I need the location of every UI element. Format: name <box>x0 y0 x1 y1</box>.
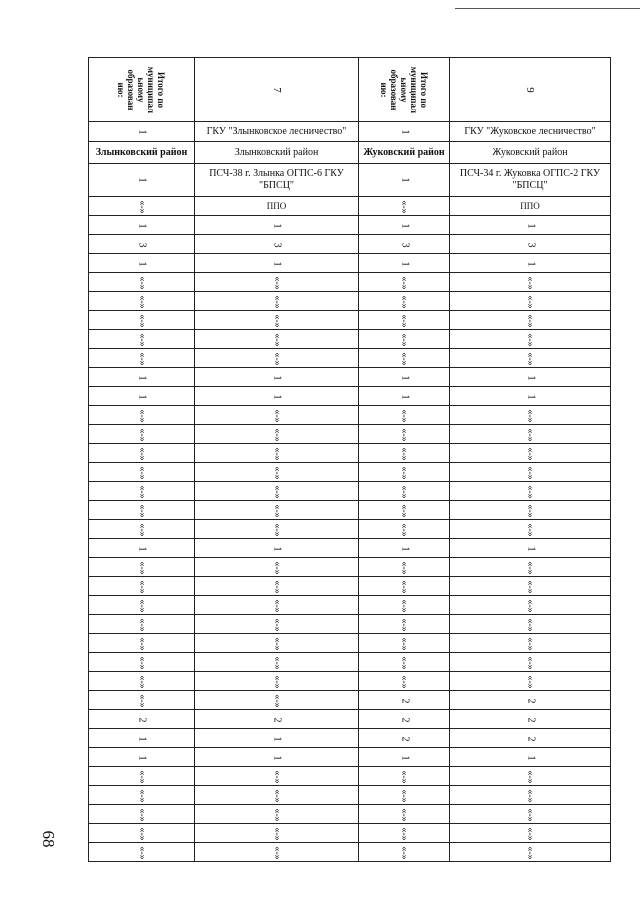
table-cell: «-» <box>89 577 195 596</box>
table-row <box>89 311 611 330</box>
table-row <box>89 672 611 691</box>
table-cell: «-» <box>89 805 195 824</box>
table-cell: «-» <box>359 596 450 615</box>
table-cell: «-» <box>195 634 359 653</box>
table-cell: «-» <box>89 463 195 482</box>
table-cell: «-» <box>89 330 195 349</box>
top-rule <box>455 8 640 9</box>
table-cell: «-» <box>195 501 359 520</box>
header-col-7: 7 <box>195 58 359 122</box>
table-row <box>89 596 611 615</box>
table-row <box>89 330 611 349</box>
table-cell: 1 <box>89 539 195 558</box>
department-total-left: 1 <box>89 122 195 142</box>
unit-total-right: 1 <box>359 164 450 197</box>
district-row <box>89 142 611 164</box>
table-cell: 1 <box>195 216 359 235</box>
table-row <box>89 748 611 767</box>
district-left-bold: Злынковский район <box>89 142 195 164</box>
table-cell: «-» <box>89 843 195 862</box>
table-cell: «-» <box>359 634 450 653</box>
table-cell: «-» <box>359 672 450 691</box>
header-col-9: 9 <box>450 58 611 122</box>
table-cell: 1 <box>89 387 195 406</box>
table-cell: 2 <box>450 710 611 729</box>
table-cell: «-» <box>195 596 359 615</box>
department-row <box>89 122 611 142</box>
table-row <box>89 368 611 387</box>
table-cell: «-» <box>450 349 611 368</box>
table-cell: «-» <box>359 482 450 501</box>
table-row <box>89 273 611 292</box>
table-cell: «-» <box>450 786 611 805</box>
table-cell: «-» <box>359 463 450 482</box>
table-cell: «-» <box>450 596 611 615</box>
table-cell: 1 <box>195 729 359 748</box>
table-cell: «-» <box>89 824 195 843</box>
table-cell: «-» <box>195 406 359 425</box>
table-cell: «-» <box>450 767 611 786</box>
table-row <box>89 349 611 368</box>
table-cell: «-» <box>450 425 611 444</box>
table-cell: 1 <box>195 368 359 387</box>
table-cell: «-» <box>195 577 359 596</box>
table-cell: «-» <box>89 558 195 577</box>
table-cell: «-» <box>89 653 195 672</box>
table-cell: «-» <box>450 273 611 292</box>
table-cell: «-» <box>89 672 195 691</box>
ppo-cell: «-» <box>359 197 450 216</box>
table-cell: «-» <box>89 311 195 330</box>
table-cell: «-» <box>89 767 195 786</box>
table-row <box>89 786 611 805</box>
table-cell: 1 <box>359 368 450 387</box>
table-cell: 1 <box>450 748 611 767</box>
table-row <box>89 482 611 501</box>
table-row <box>89 292 611 311</box>
table-cell: «-» <box>89 615 195 634</box>
table-cell: 2 <box>359 710 450 729</box>
table-cell: 1 <box>195 254 359 273</box>
table-row <box>89 406 611 425</box>
table-cell: «-» <box>450 501 611 520</box>
table-cell: «-» <box>450 558 611 577</box>
table-cell: «-» <box>195 691 359 710</box>
table-cell: 1 <box>89 748 195 767</box>
table-row <box>89 216 611 235</box>
table-cell: «-» <box>89 406 195 425</box>
page-number: 68 <box>39 830 58 848</box>
table-cell: «-» <box>89 786 195 805</box>
unit-right: ПСЧ-34 г. Жуковка ОГПС-2 ГКУ "БПСЦ" <box>450 164 611 197</box>
table-cell: «-» <box>359 843 450 862</box>
table-cell: «-» <box>195 805 359 824</box>
table-cell: 1 <box>89 368 195 387</box>
table-cell: «-» <box>359 330 450 349</box>
fire-unit-row <box>89 164 611 197</box>
table-row <box>89 843 611 862</box>
table-cell: «-» <box>195 273 359 292</box>
table-cell: «-» <box>195 558 359 577</box>
table-cell: 1 <box>89 729 195 748</box>
table-cell: 3 <box>195 235 359 254</box>
table-row <box>89 387 611 406</box>
table-cell: «-» <box>359 615 450 634</box>
unit-left: ПСЧ-38 г. Злынка ОГПС-6 ГКУ "БПСЦ" <box>195 164 359 197</box>
table-cell: 1 <box>450 216 611 235</box>
table-cell: «-» <box>359 577 450 596</box>
table-cell: «-» <box>450 406 611 425</box>
table-cell: 2 <box>89 710 195 729</box>
table-cell: «-» <box>195 786 359 805</box>
table-cell: 1 <box>89 254 195 273</box>
table-cell: 2 <box>359 691 450 710</box>
table-cell: «-» <box>450 292 611 311</box>
table-cell: «-» <box>195 463 359 482</box>
table-cell: «-» <box>450 577 611 596</box>
table-cell: 3 <box>450 235 611 254</box>
table-cell: «-» <box>359 558 450 577</box>
table-cell: 1 <box>195 387 359 406</box>
table-cell: «-» <box>359 349 450 368</box>
table-row <box>89 425 611 444</box>
resources-table <box>88 57 611 862</box>
table-cell: «-» <box>195 767 359 786</box>
table-cell: «-» <box>89 501 195 520</box>
table-cell: «-» <box>450 311 611 330</box>
table-cell: «-» <box>195 349 359 368</box>
table-cell: «-» <box>450 653 611 672</box>
table-cell: «-» <box>195 482 359 501</box>
department-total-right: 1 <box>359 122 450 142</box>
unit-total-left: 1 <box>89 164 195 197</box>
header-total-left: Итого по муниципал ьному образован ию: <box>89 58 195 122</box>
table-cell: «-» <box>450 463 611 482</box>
department-left: ГКУ "Злынковское лесничество" <box>195 122 359 142</box>
table-cell: «-» <box>359 824 450 843</box>
table-cell: «-» <box>450 843 611 862</box>
table-cell: «-» <box>89 444 195 463</box>
table-cell: «-» <box>89 425 195 444</box>
table-row <box>89 615 611 634</box>
table-cell: «-» <box>195 520 359 539</box>
table-cell: «-» <box>89 292 195 311</box>
table-cell: 1 <box>450 254 611 273</box>
table-cell: «-» <box>89 520 195 539</box>
table-cell: «-» <box>195 824 359 843</box>
table-row <box>89 235 611 254</box>
header-total-right: Итого по муниципал ьному образован ию: <box>359 58 450 122</box>
table-row <box>89 520 611 539</box>
table-cell: «-» <box>89 634 195 653</box>
table-row <box>89 501 611 520</box>
table-cell: «-» <box>195 653 359 672</box>
table-cell: «-» <box>359 292 450 311</box>
table-cell: «-» <box>89 596 195 615</box>
table-cell: «-» <box>359 805 450 824</box>
table-cell: «-» <box>195 330 359 349</box>
table-cell: «-» <box>359 786 450 805</box>
table-cell: 2 <box>450 729 611 748</box>
ppo-cell: ППО <box>450 197 611 216</box>
table-cell: 1 <box>450 539 611 558</box>
table-cell: «-» <box>359 425 450 444</box>
table-cell: 1 <box>359 539 450 558</box>
table-row <box>89 577 611 596</box>
table-row <box>89 767 611 786</box>
table-cell: «-» <box>195 672 359 691</box>
department-right: ГКУ "Жуковское лесничество" <box>450 122 611 142</box>
table-cell: 1 <box>359 254 450 273</box>
table-row <box>89 691 611 710</box>
table-cell: «-» <box>359 501 450 520</box>
table-cell: «-» <box>195 843 359 862</box>
table-cell: 2 <box>450 691 611 710</box>
header-row <box>89 58 611 122</box>
table-cell: «-» <box>359 311 450 330</box>
ppo-row <box>89 197 611 216</box>
table-cell: 1 <box>359 748 450 767</box>
district-right-bold: Жуковский район <box>359 142 450 164</box>
table-row <box>89 463 611 482</box>
table-cell: «-» <box>450 615 611 634</box>
table-cell: «-» <box>450 482 611 501</box>
table-cell: «-» <box>359 406 450 425</box>
table-cell: 1 <box>195 539 359 558</box>
table-row <box>89 824 611 843</box>
table-cell: 1 <box>195 748 359 767</box>
table-row <box>89 653 611 672</box>
district-right: Жуковский район <box>450 142 611 164</box>
table-cell: 1 <box>450 387 611 406</box>
table-cell: «-» <box>195 444 359 463</box>
table-row <box>89 558 611 577</box>
table-row <box>89 729 611 748</box>
table-cell: 2 <box>359 729 450 748</box>
table-cell: «-» <box>89 482 195 501</box>
table-cell: «-» <box>89 349 195 368</box>
table-cell: «-» <box>450 330 611 349</box>
table-row <box>89 254 611 273</box>
table-cell: «-» <box>450 805 611 824</box>
table-cell: «-» <box>359 520 450 539</box>
table-cell: «-» <box>450 520 611 539</box>
table-cell: 2 <box>195 710 359 729</box>
table-cell: «-» <box>450 634 611 653</box>
district-left: Злынковский район <box>195 142 359 164</box>
table-cell: «-» <box>195 425 359 444</box>
table-cell: «-» <box>195 615 359 634</box>
table-cell: «-» <box>89 691 195 710</box>
table-cell: 1 <box>359 216 450 235</box>
table-cell: «-» <box>359 444 450 463</box>
table-cell: «-» <box>450 824 611 843</box>
table-cell: «-» <box>195 311 359 330</box>
table-cell: «-» <box>359 273 450 292</box>
table-cell: «-» <box>195 292 359 311</box>
table-cell: «-» <box>89 273 195 292</box>
table-cell: «-» <box>450 444 611 463</box>
table-cell: 3 <box>89 235 195 254</box>
table-row <box>89 710 611 729</box>
table-cell: 3 <box>359 235 450 254</box>
table-cell: «-» <box>359 767 450 786</box>
table-row <box>89 539 611 558</box>
table-cell: «-» <box>450 672 611 691</box>
table-row <box>89 634 611 653</box>
table-row <box>89 805 611 824</box>
table-row <box>89 444 611 463</box>
table-cell: «-» <box>359 653 450 672</box>
table-cell: 1 <box>359 387 450 406</box>
table-cell: 1 <box>89 216 195 235</box>
ppo-cell: ППО <box>195 197 359 216</box>
ppo-cell: «-» <box>89 197 195 216</box>
table-cell: 1 <box>450 368 611 387</box>
